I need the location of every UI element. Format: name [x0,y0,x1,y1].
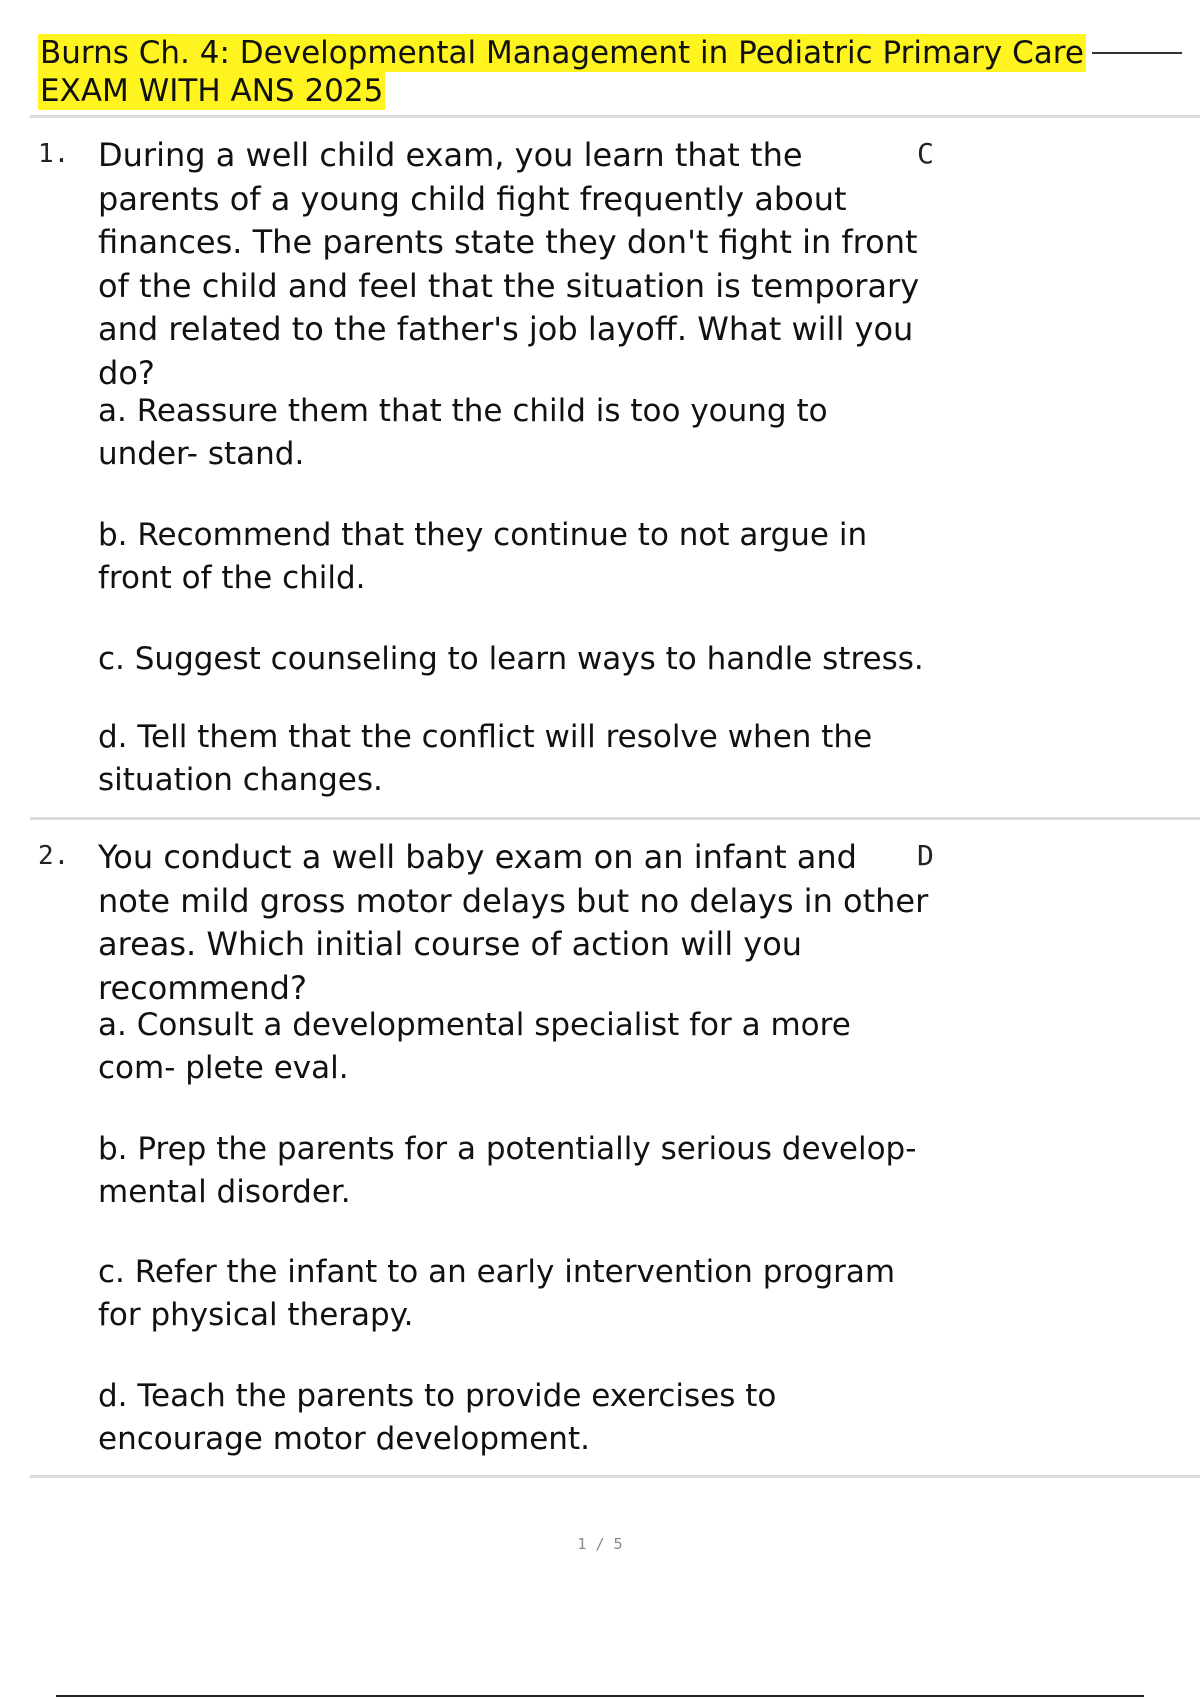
answer-key: D [917,839,934,872]
option-d: d. Tell them that the conflict will resolve when the situation changes. [98,719,873,798]
option-b: b. Recommend that they continue to not argue in front of the child. [98,517,868,596]
question-number: 2. [38,841,70,871]
option-a: a. Consult a developmental specialist for a more com- plete eval. [98,1007,851,1086]
option-c: c. Refer the infant to an early intervention program for physical therapy. [98,1254,896,1333]
option-d: d. Teach the parents to provide exercises to encourage motor development. [98,1378,777,1457]
title-rule [1092,52,1182,54]
document-title [38,34,1144,110]
title-line-1 [38,34,1144,72]
title-subheading: EXAM WITH ANS 2025 [40,73,384,109]
option-b: b. Prep the parents for a potentially serious develop- mental disorder. [98,1131,917,1210]
section-divider [30,817,1200,820]
option-a: a. Reassure them that the child is too young to under- stand. [98,393,828,472]
footer-rule [56,1695,1144,1697]
section-divider [30,1475,1200,1478]
answer-key: C [917,137,934,170]
option-c: c. Suggest counseling to learn ways to handle stress. [98,641,924,677]
question-text: During a well child exam, you learn that the parents of a young child fight frequently about finances. The parents state they don't fight in front of the child and feel that the situation is temporary and related to the father's job layoff. What will you do? [98,136,920,392]
section-divider [30,115,1200,118]
title-heading: Burns Ch. 4: Developmental Management in Pediatric Primary Care [40,35,1084,71]
title-line-2 [38,72,1144,110]
page-number: 1 / 5 [577,1535,623,1553]
question-number: 1. [38,139,70,169]
question-text: You conduct a well baby exam on an infant and note mild gross motor delays but no delays in other areas. Which initial course of action will you recommend? [98,838,929,1007]
